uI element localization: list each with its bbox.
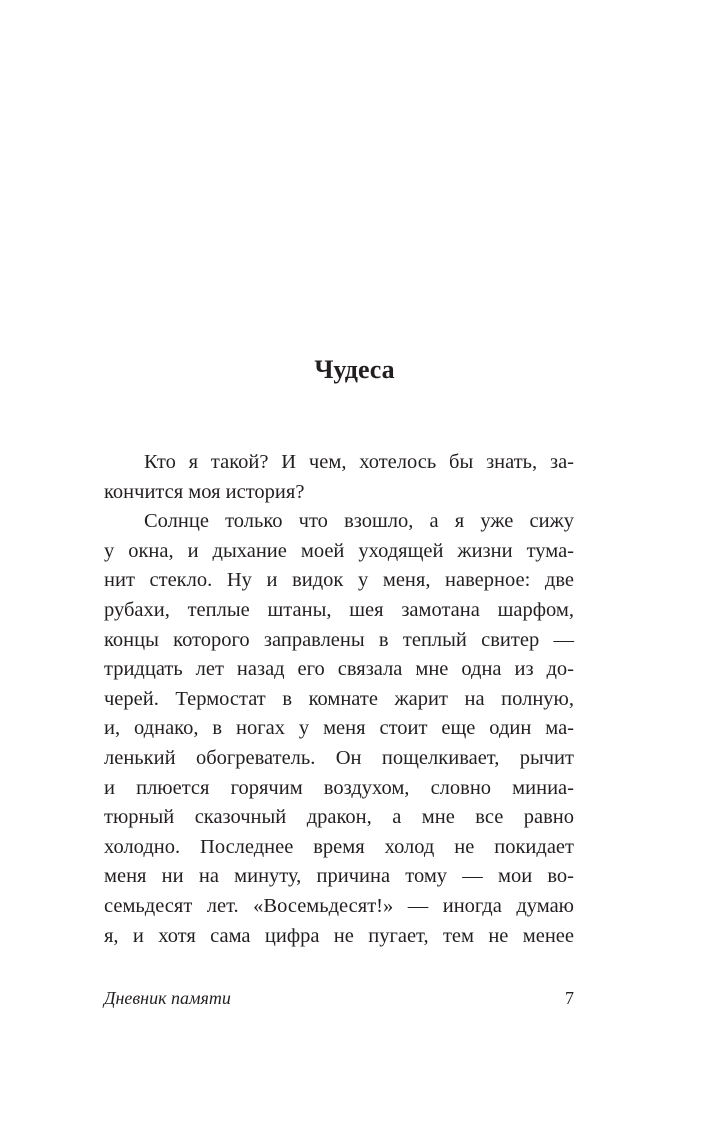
text-line: черей. Термостат в комнате жарит на полную, (104, 687, 574, 710)
text-line: тридцать лет назад его связала мне одна из до- (104, 658, 574, 681)
text-line: меня ни на минуту, причина тому — мои во- (104, 865, 574, 888)
text-line: и плюется горячим воздухом, словно миниа- (104, 776, 574, 799)
text-line: семьдесят лет. «Восемьдесят!» — иногда думаю (104, 894, 574, 917)
page-footer (104, 985, 574, 1011)
text-line: нит стекло. Ну и видок у меня, наверное: две (104, 569, 574, 592)
body-text (104, 448, 574, 951)
text-line: я, и хотя сама цифра не пугает, тем не менее (104, 924, 574, 947)
text-line: холодно. Последнее время холод не покидает (104, 835, 574, 858)
text-line: тюрный сказочный дракон, а мне все равно (104, 806, 574, 829)
text-line: у окна, и дыхание моей уходящей жизни тума- (104, 539, 574, 562)
text-line: Солнце только что взошло, а я уже сижу (144, 510, 574, 533)
text-line: ленький обогреватель. Он пощелкивает, рычит (104, 746, 574, 769)
text-line: рубахи, теплые штаны, шея замотана шарфом, (104, 598, 574, 621)
page-number: 7 (565, 988, 574, 1008)
text-line: концы которого заправлены в теплый свитер — (104, 628, 574, 651)
text-line: Кто я такой? И чем, хотелось бы знать, за- (144, 451, 574, 473)
chapter-title: Чудеса (314, 355, 395, 384)
text-line: и, однако, в ногах у меня стоит еще один ма- (104, 717, 574, 740)
text-line: кончится моя история? (104, 480, 305, 503)
running-title: Дневник памяти (104, 988, 231, 1008)
